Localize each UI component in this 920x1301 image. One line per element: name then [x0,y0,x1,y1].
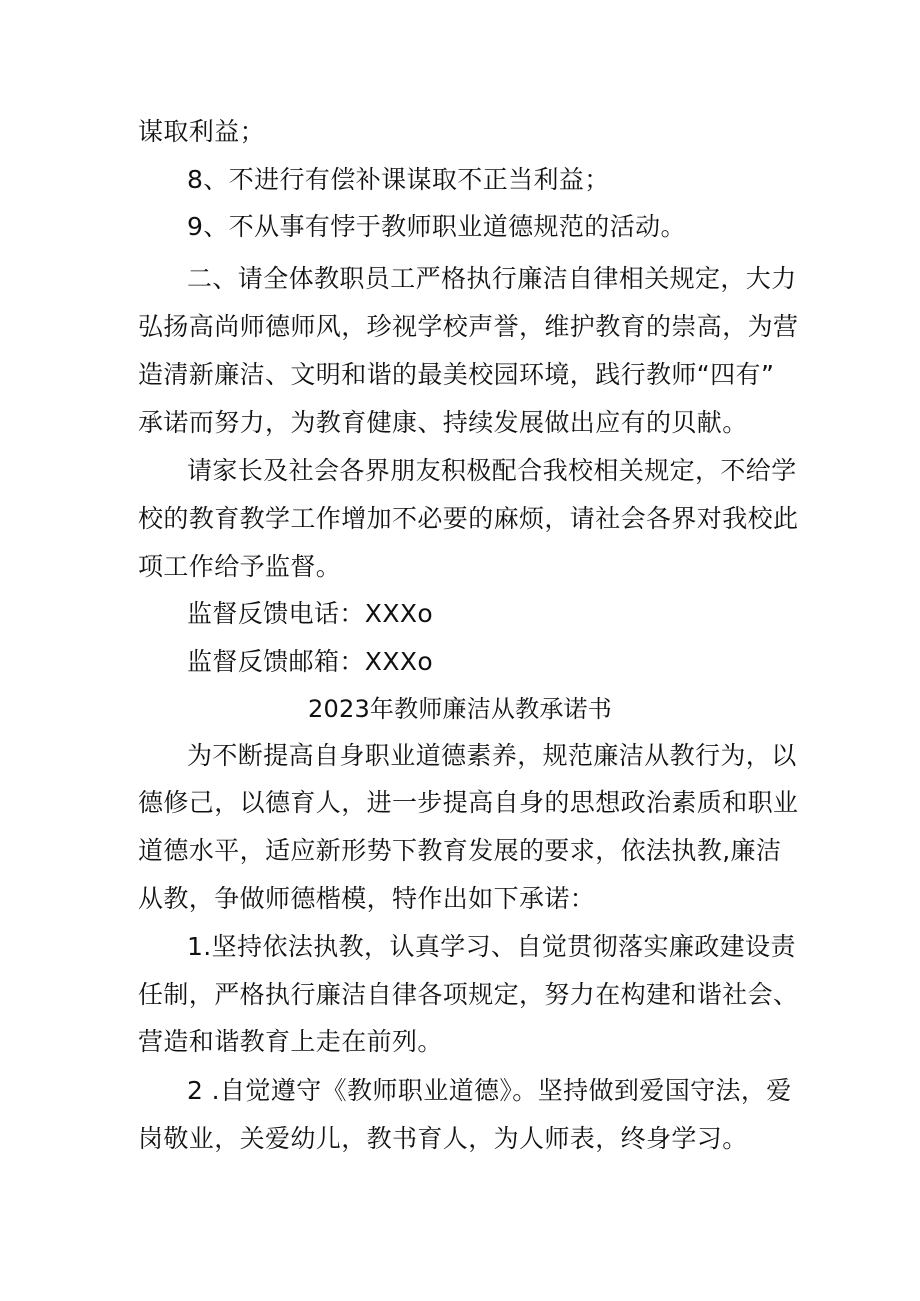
text-line [0,399,920,447]
text-line [0,590,920,638]
pledge-intro-line: 道德水平，适应新形势下教育发展的要求，依法执教,廉洁 [138,836,782,865]
pledge-item-2-first-line: 2 .自觉遵守《教师职业道德》。坚持做到爱国守法，爱 [187,1076,792,1105]
pledge-item-1-line: 任制，严格执行廉洁自律各项规定，努力在构建和谐社会、 [138,980,799,1009]
parents-paragraph-line: 项工作给予监督。 [138,552,342,581]
text-line [0,351,920,399]
section-two-first-line: 二、请全体教职员工严格执行廉洁自律相关规定，大力 [187,264,797,293]
text-line [0,1115,920,1163]
text-line [0,923,920,971]
text-line [0,875,920,923]
text-line [0,971,920,1019]
pledge-item-2-line: 岗敬业，关爱幼儿，教书育人，为人师表，终身学习。 [138,1124,748,1153]
parents-paragraph-line: 校的教育教学工作增加不必要的麻烦，请社会各界对我校此 [138,504,799,533]
text-line [0,1018,920,1066]
text-line [0,156,920,204]
pledge-intro-line: 德修己，以德育人，进一步提高自身的思想政治素质和职业 [138,788,799,817]
document-title: 2023年教师廉洁从教承诺书 [308,695,612,723]
list-item-8: 8、不进行有偿补课谋取不正当利益； [187,165,610,194]
feedback-email: 监督反馈邮箱：XXXo [187,647,434,676]
pledge-intro-first-line: 为不断提高自身职业道德素养，规范廉洁从教行为，以 [187,741,797,770]
text-line [0,108,920,156]
text-line [0,543,920,591]
text-line [0,255,920,303]
text-line [0,495,920,543]
text-line [0,779,920,827]
pledge-item-1-first-line: 1.坚持依法执教，认真学习、自觉贯彻落实廉政建设责 [187,932,796,961]
section-two-line: 造清新廉洁、文明和谐的最美校园环境，践行教师“四有” [138,360,775,389]
text-line [0,638,920,686]
text-line [0,303,920,351]
text-line [0,827,920,875]
text-line [0,685,920,733]
parents-paragraph-first-line: 请家长及社会各界朋友积极配合我校相关规定，不给学 [187,456,797,485]
section-two-line: 弘扬高尚师德师风，珍视学校声誉，维护教育的崇高，为营 [138,312,799,341]
section-two-line: 承诺而努力，为教育健康、持续发展做出应有的贝献。 [138,408,748,437]
text-line [0,203,920,251]
paragraph-continuation: 谋取利益； [138,117,266,146]
feedback-phone: 监督反馈电话：XXXo [187,599,434,628]
text-line [0,447,920,495]
text-line [0,732,920,780]
pledge-intro-line: 从教，争做师德楷模，特作出如下承诺： [138,884,596,913]
text-line [0,1067,920,1115]
pledge-item-1-line: 营造和谐教育上走在前列。 [138,1027,443,1056]
list-item-9: 9、不从事有悖于教师职业道德规范的活动。 [187,212,686,241]
